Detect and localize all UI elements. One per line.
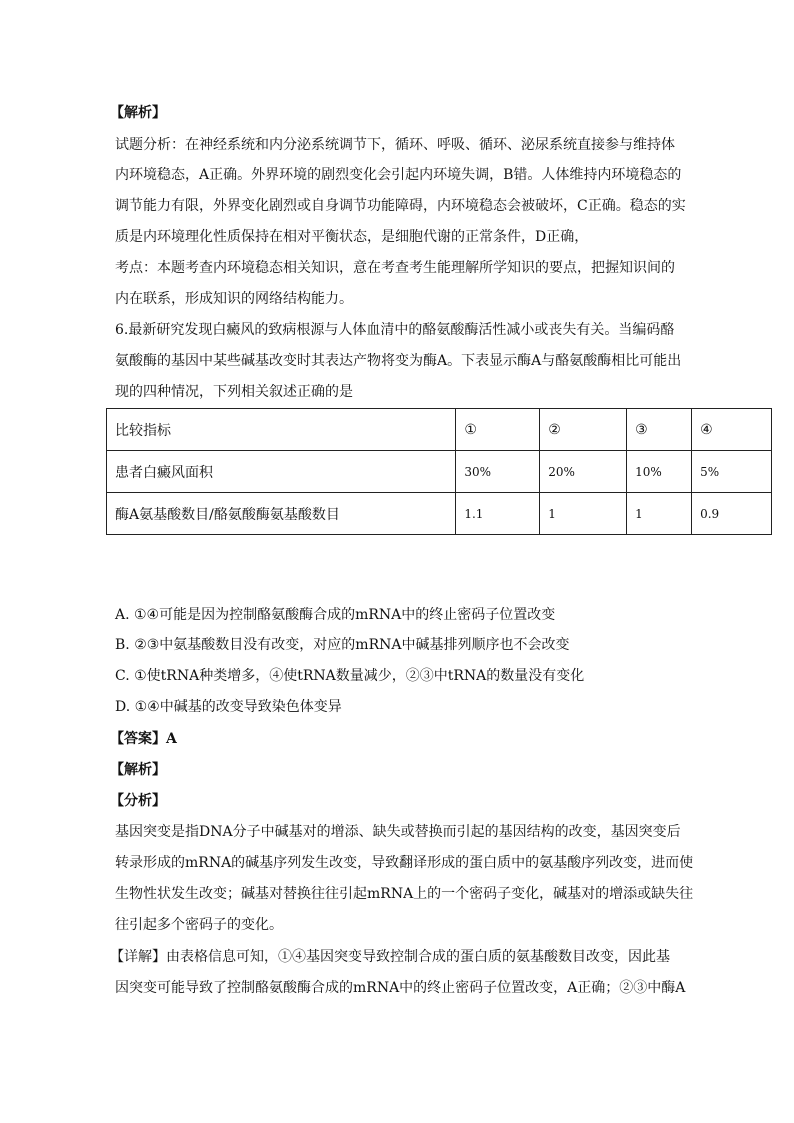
fenxi-line-1: 基因突变是指DNA分子中碱基对的增添、缺失或替换而引起的基因结构的改变，基因突变后 [115, 824, 681, 840]
table-row [107, 451, 772, 493]
table-cell: 酶A氨基酸数目/酪氨酸酶氨基酸数目 [107, 493, 456, 535]
kaodian-line-2: 内在联系，形成知识的网络结构能力。 [115, 291, 353, 307]
detail-line-2: 因突变可能导致了控制酪氨酸酶合成的mRNA中的终止密码子位置改变，A正确；②③中酶A [115, 980, 686, 996]
jiexi-heading: 【解析】 [110, 762, 166, 778]
table-header-cell: ② [540, 409, 627, 451]
table-header-cell: ① [456, 409, 540, 451]
option-d: D. ①④中碱基的改变导致染色体变异 [115, 699, 342, 715]
analysis-line-4: 质是内环境理化性质保持在相对平衡状态，是细胞代谢的正常条件，D正确， [115, 229, 589, 245]
table-cell: 30% [456, 451, 540, 493]
table-cell: 5% [692, 451, 772, 493]
table-row [107, 493, 772, 535]
analysis-line-2: 内环境稳态，A正确。外界环境的剧烈变化会引起内环境失调，B错。人体维持内环境稳态的 [115, 167, 682, 183]
option-b: B. ②③中氨基酸数目没有改变，对应的mRNA中碱基排列顺序也不会改变 [115, 637, 570, 653]
table-header-cell: ③ [627, 409, 692, 451]
question6-line-3: 现的四种情况，下列相关叙述正确的是 [115, 384, 353, 400]
comparison-table [106, 408, 772, 535]
option-c: C. ①使tRNA种类增多，④使tRNA数量减少，②③中tRNA的数量没有变化 [115, 668, 585, 684]
analysis-heading: 【解析】 [110, 105, 166, 121]
table-cell: 1 [540, 493, 627, 535]
analysis-line-3: 调节能力有限，外界变化剧烈或自身调节功能障碍，内环境稳态会被破坏，C正确。稳态的实 [115, 198, 686, 214]
table-cell: 10% [627, 451, 692, 493]
table-cell: 患者白癜风面积 [107, 451, 456, 493]
table-cell: 1.1 [456, 493, 540, 535]
fenxi-heading: 【分析】 [110, 793, 166, 809]
table-cell: 1 [627, 493, 692, 535]
kaodian-line-1: 考点：本题考查内环境稳态相关知识，意在考查考生能理解所学知识的要点，把握知识间的 [115, 260, 675, 276]
option-a: A. ①④可能是因为控制酪氨酸酶合成的mRNA中的终止密码子位置改变 [115, 607, 556, 623]
table-cell: 20% [540, 451, 627, 493]
analysis-line-1: 试题分析：在神经系统和内分泌系统调节下，循环、呼吸、循环、泌尿系统直接参与维持体 [115, 137, 675, 153]
detail-line-1: 【详解】由表格信息可知，①④基因突变导致控制合成的蛋白质的氨基酸数目改变，因此基 [110, 949, 670, 965]
answer-line: 【答案】A [110, 731, 177, 747]
table-header-cell: ④ [692, 409, 772, 451]
table-header-row [107, 409, 772, 451]
fenxi-line-3: 生物性状发生改变；碱基对替换往往引起mRNA上的一个密码子变化，碱基对的增添或缺失往 [115, 886, 694, 902]
table-header-cell: 比较指标 [107, 409, 456, 451]
fenxi-line-4: 往引起多个密码子的变化。 [115, 917, 283, 933]
question6-line-1: 6.最新研究发现白癜风的致病根源与人体血清中的酪氨酸酶活性减小或丧失有关。当编码酪 [115, 322, 675, 338]
table-cell: 0.9 [692, 493, 772, 535]
fenxi-line-2: 转录形成的mRNA的碱基序列发生改变，导致翻译形成的蛋白质中的氨基酸序列改变，进而使 [115, 855, 694, 871]
question6-line-2: 氨酸酶的基因中某些碱基改变时其表达产物将变为酶A。下表显示酶A与酪氨酸酶相比可能出 [115, 353, 682, 369]
